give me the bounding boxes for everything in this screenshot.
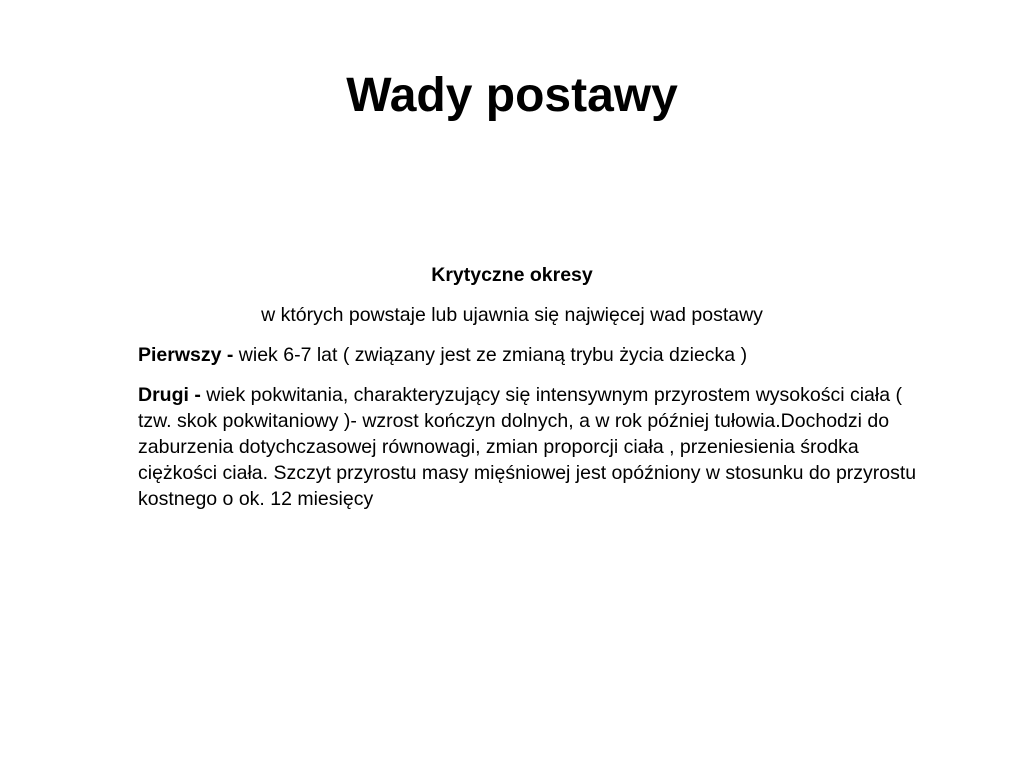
slide-content bbox=[138, 262, 938, 526]
period-first bbox=[138, 342, 938, 368]
slide-title: Wady postawy bbox=[346, 69, 678, 122]
period-first-text: wiek 6-7 lat ( związany jest ze zmianą trybu życia dziecka ) bbox=[238, 344, 748, 366]
period-second-label: Drugi - bbox=[138, 384, 207, 406]
period-second-text: wiek pokwitania, charakteryzujący się intensywnym przyrostem wysokości ciała ( tzw. skok pokwitaniowy )- wzrost kończyn dolnych, a w rok później tułowia.Dochodzi do zaburzenia dotychczasowej równowagi, zmian proporcji ciała , przeniesienia środka ciężkości ciała. Szczyt przyrostu masy mięśniowej jest opóźniony w stosunku do przyrostu kostnego o ok. 12 miesięcy bbox=[138, 384, 917, 510]
period-second bbox=[138, 382, 938, 512]
period-first-label: Pierwszy - bbox=[138, 344, 239, 366]
section-heading: Krytyczne okresy bbox=[431, 264, 593, 286]
section-subheading: w których powstaje lub ujawnia się najwięcej wad postawy bbox=[261, 304, 763, 326]
